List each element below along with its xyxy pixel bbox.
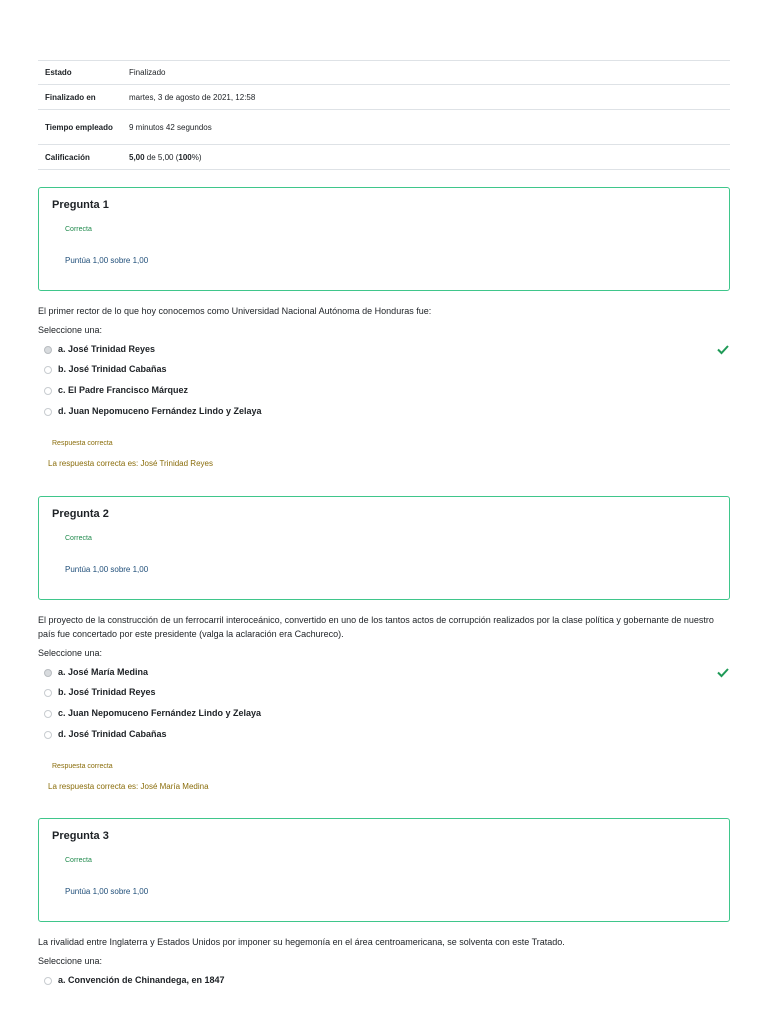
check-icon <box>716 665 730 679</box>
question-info-box <box>38 496 730 600</box>
question-text: El primer rector de lo que hoy conocemos como Universidad Nacional Autónoma de Honduras fue: <box>38 306 432 316</box>
right-answer: La respuesta correcta es: José María Medina <box>48 782 209 791</box>
question-state: Correcta <box>65 226 92 233</box>
question-state: Correcta <box>65 857 92 864</box>
attempt-summary-table <box>38 60 730 170</box>
radio-button[interactable] <box>44 710 52 718</box>
question-title: Pregunta 2 <box>52 508 109 520</box>
answer-label: b. José Trinidad Cabañas <box>58 364 167 374</box>
summary-key: Tiempo empleado <box>38 110 122 145</box>
grade-percent: 100 <box>178 152 192 162</box>
question-grade: Puntúa 1,00 sobre 1,00 <box>65 256 149 265</box>
summary-row-time <box>38 110 730 145</box>
question-title: Pregunta 1 <box>52 199 109 211</box>
summary-key: Calificación <box>38 145 122 170</box>
radio-button[interactable] <box>44 669 52 677</box>
grade-value: 5,00 <box>129 152 145 162</box>
summary-value <box>122 145 730 170</box>
answer-option[interactable] <box>44 974 730 988</box>
question-info-box <box>38 818 730 922</box>
question-title: Pregunta 3 <box>52 830 109 842</box>
question-prompt: Seleccione una: <box>38 648 103 658</box>
summary-row-finished <box>38 85 730 110</box>
summary-row-grade <box>38 145 730 170</box>
radio-button[interactable] <box>44 689 52 697</box>
answer-label: d. José Trinidad Cabañas <box>58 729 167 739</box>
check-icon <box>716 342 730 356</box>
answer-option[interactable] <box>44 384 730 398</box>
grade-mid: de 5,00 ( <box>144 152 179 162</box>
summary-key: Estado <box>38 61 122 85</box>
summary-key: Finalizado en <box>38 85 122 110</box>
answer-label: a. José María Medina <box>58 667 149 677</box>
radio-button[interactable] <box>44 408 52 416</box>
feedback-state: Respuesta correcta <box>52 763 113 770</box>
radio-button[interactable] <box>44 346 52 354</box>
summary-row-state <box>38 61 730 85</box>
right-answer: La respuesta correcta es: José Trinidad Reyes <box>48 459 213 468</box>
summary-value: 9 minutos 42 segundos <box>122 110 730 145</box>
question-state: Correcta <box>65 535 92 542</box>
answer-label: d. Juan Nepomuceno Fernández Lindo y Zelaya <box>58 406 262 416</box>
question-info-box <box>38 187 730 291</box>
answer-option[interactable] <box>44 686 730 700</box>
question-text: La rivalidad entre Inglaterra y Estados Unidos por imponer su hegemonía en el área centroamericana, se solventa con este Tratado. <box>38 937 565 947</box>
question-prompt: Seleccione una: <box>38 325 103 335</box>
answer-label: c. Juan Nepomuceno Fernández Lindo y Zelaya <box>58 708 262 718</box>
summary-value: Finalizado <box>122 61 730 85</box>
answer-option[interactable] <box>44 363 730 377</box>
grade-end: %) <box>191 152 202 162</box>
answer-option[interactable] <box>44 728 730 742</box>
radio-button[interactable] <box>44 366 52 374</box>
answer-label: a. José Trinidad Reyes <box>58 344 156 354</box>
answer-option[interactable] <box>44 707 730 721</box>
answer-option[interactable] <box>44 343 730 357</box>
summary-value: martes, 3 de agosto de 2021, 12:58 <box>122 85 730 110</box>
answer-label: c. El Padre Francisco Márquez <box>58 385 189 395</box>
question-prompt: Seleccione una: <box>38 956 103 966</box>
feedback-state: Respuesta correcta <box>52 440 113 447</box>
answer-label: b. José Trinidad Reyes <box>58 687 156 697</box>
answer-option[interactable] <box>44 405 730 419</box>
radio-button[interactable] <box>44 731 52 739</box>
question-grade: Puntúa 1,00 sobre 1,00 <box>65 565 149 574</box>
radio-button[interactable] <box>44 977 52 985</box>
answer-option[interactable] <box>44 666 730 680</box>
radio-button[interactable] <box>44 387 52 395</box>
question-text: El proyecto de la construcción de un ferrocarril interoceánico, convertido en uno de los tantos actos de corrupción realizados por la clase política y gobernante de nuestro país fue concertado por este presidente (valga la aclaración era Cachureco). <box>38 615 714 639</box>
question-grade: Puntúa 1,00 sobre 1,00 <box>65 887 149 896</box>
answer-label: a. Convención de Chinandega, en 1847 <box>58 975 225 985</box>
